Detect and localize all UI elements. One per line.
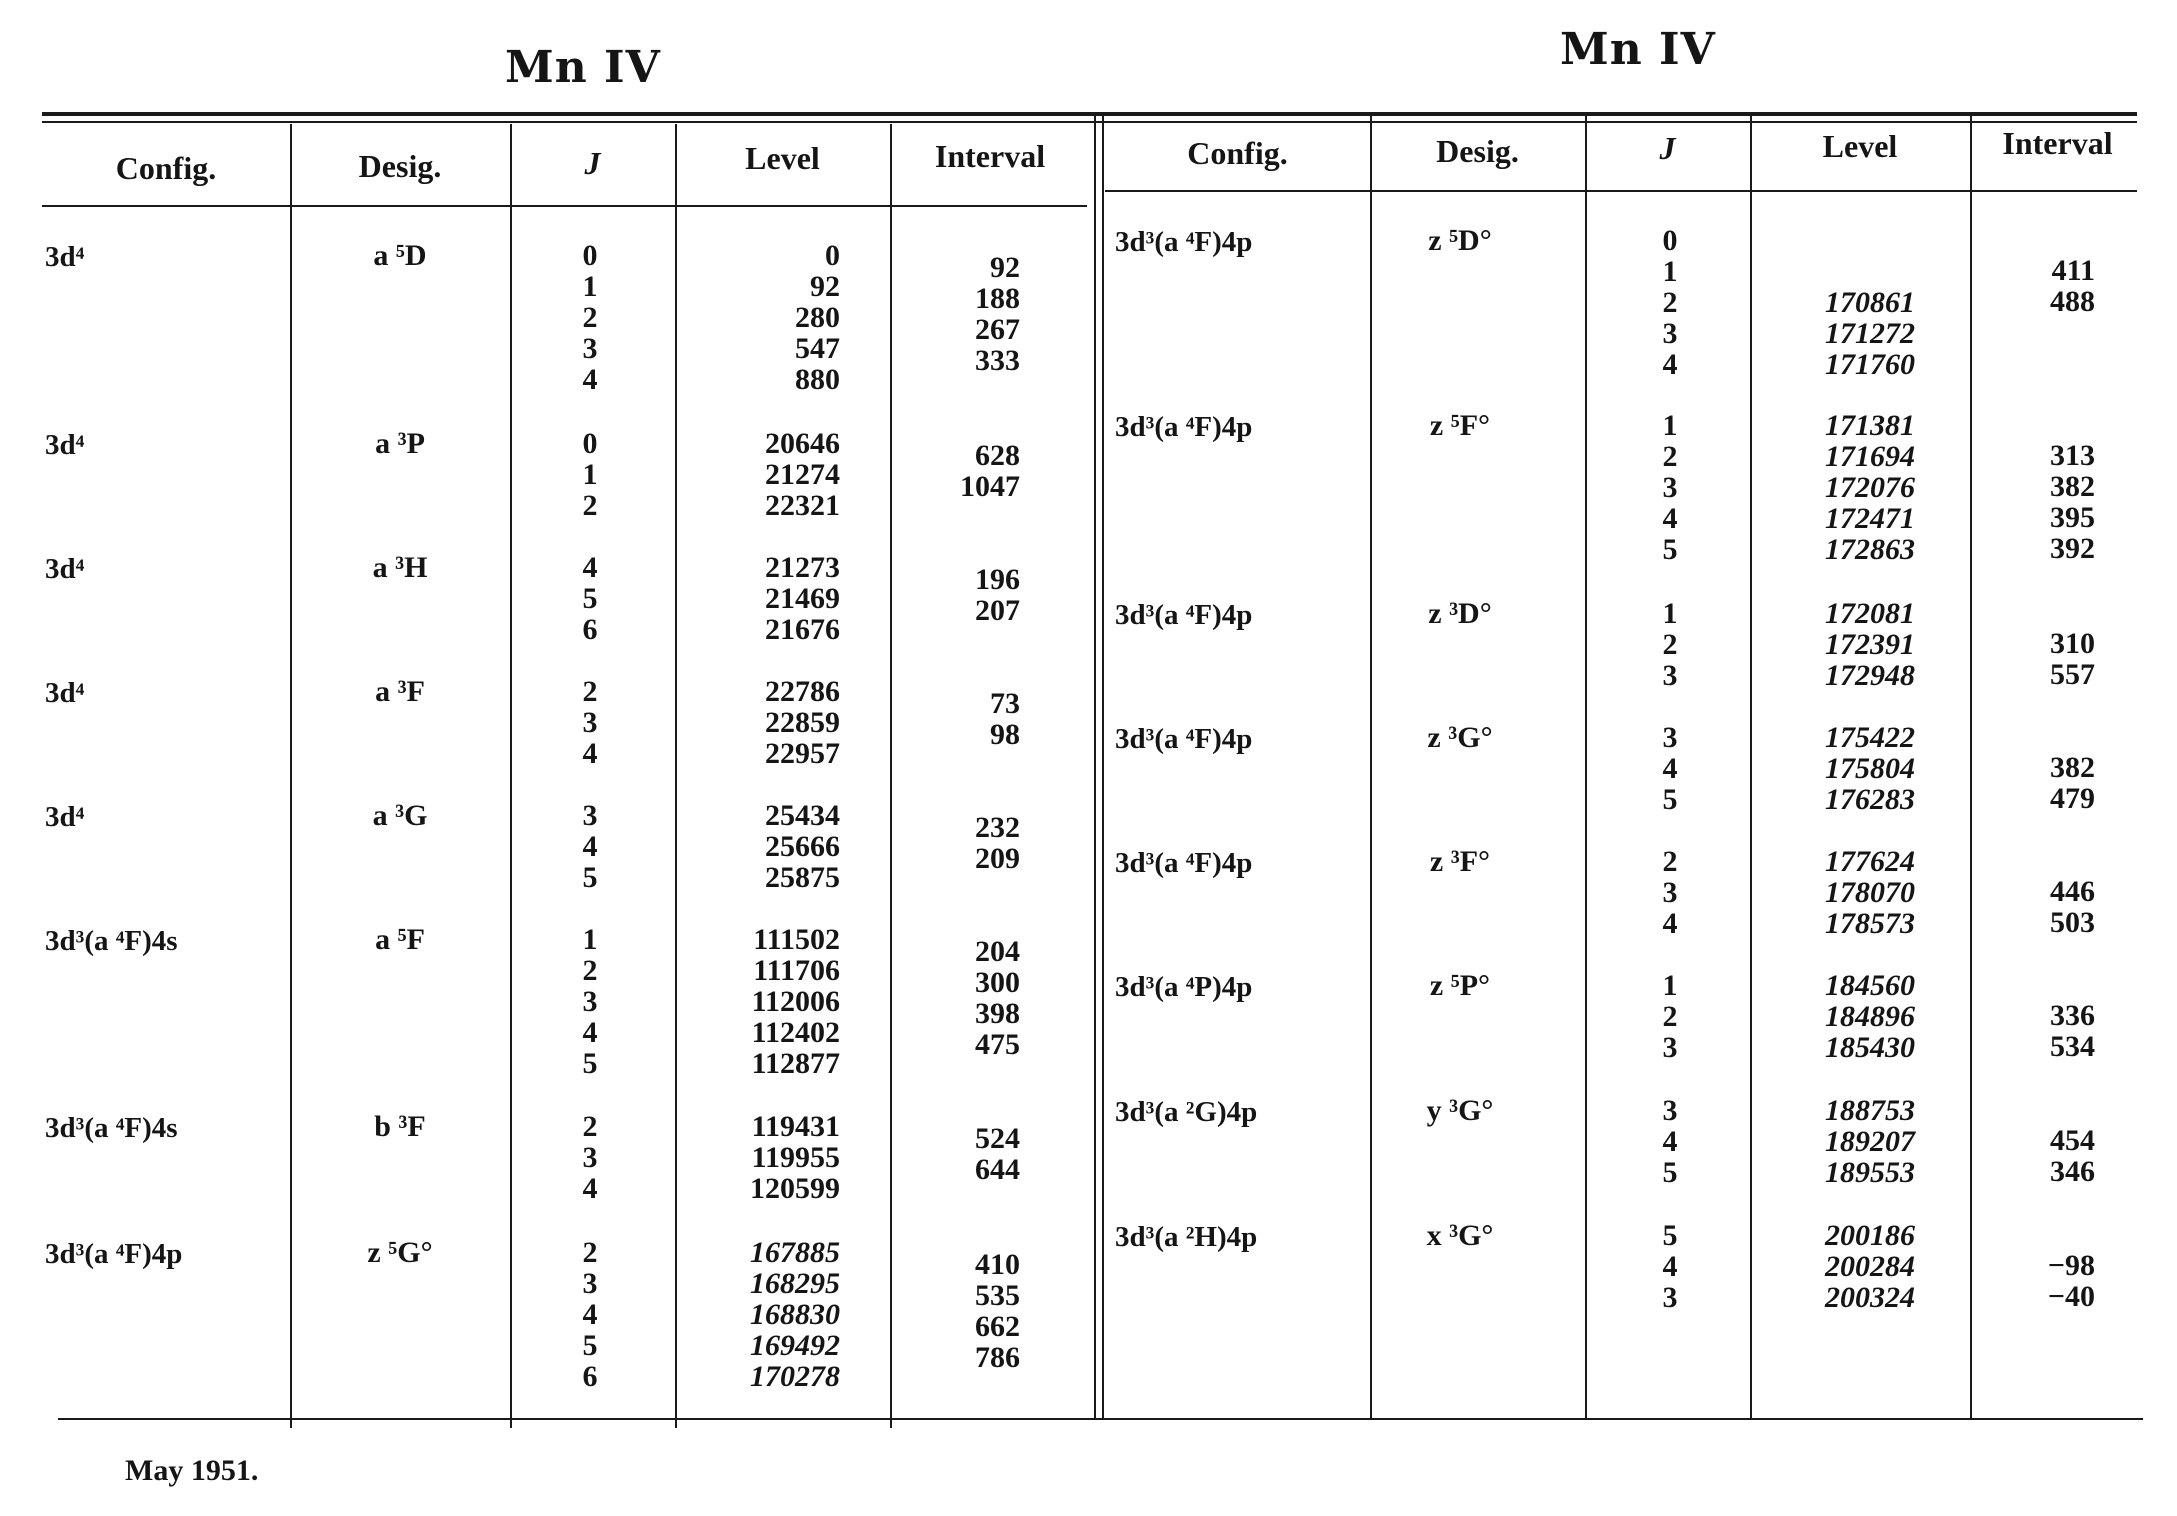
left-group-config: 3d⁴ (45, 553, 85, 585)
left-group-j-value: 5 (582, 1329, 598, 1362)
right-group-designation: z ³D° (1428, 597, 1492, 630)
right-group-designation: z ⁵F° (1429, 409, 1491, 442)
left-group-levels (680, 240, 840, 395)
left-group-intervals-value: 209 (975, 842, 1020, 875)
right-col-divider-2 (1585, 112, 1587, 1418)
left-group-j-value: 3 (582, 1141, 598, 1174)
right-group-j-value: 3 (1662, 1094, 1678, 1127)
right-group-intervals-value: 382 (2050, 751, 2095, 784)
right-group-intervals-value: 411 (2051, 254, 2095, 287)
left-group-intervals-value: 232 (975, 811, 1020, 844)
right-group-intervals-value: 488 (2050, 285, 2095, 318)
right-group-levels (1755, 970, 1915, 1063)
left-group-levels-value: 119431 (751, 1110, 840, 1143)
left-group-j-value: 6 (582, 613, 598, 646)
left-group-intervals-value: 535 (975, 1279, 1020, 1312)
right-group-j (1640, 1095, 1700, 1188)
right-group-levels-value: 171760 (1825, 348, 1915, 381)
left-group-levels (680, 800, 840, 893)
left-group-j-value: 3 (582, 332, 598, 365)
left-group-j-value: 5 (582, 861, 598, 894)
left-group-levels-value: 0 (825, 239, 840, 272)
left-group-intervals-value: 333 (975, 344, 1020, 377)
right-header-level: Level (1822, 128, 1898, 164)
left-group-intervals-value: 398 (975, 997, 1020, 1030)
left-group-levels-value: 170278 (750, 1360, 840, 1393)
right-group-levels-value: 172863 (1825, 533, 1915, 566)
left-group-designation: a ³F (375, 675, 425, 708)
left-group-config: 3d⁴ (45, 677, 85, 709)
left-table-title: Mn IV (505, 42, 661, 93)
left-group-intervals (890, 688, 1020, 750)
left-group-config: 3d³(a ⁴F)4p (45, 1238, 183, 1270)
left-group-config: 3d³(a ⁴F)4s (45, 1112, 178, 1144)
footer-date: May 1951. (125, 1454, 259, 1487)
right-group-j-value: 5 (1662, 1156, 1678, 1189)
left-group-intervals (890, 1123, 1020, 1185)
right-group-j-value: 1 (1662, 409, 1678, 442)
right-group-levels-value: 189207 (1825, 1125, 1915, 1158)
left-header-interval: Interval (934, 138, 1046, 174)
right-group-levels (1755, 410, 1915, 565)
left-group-j-value: 4 (582, 1298, 598, 1331)
left-group-levels-value: 120599 (750, 1172, 840, 1205)
right-group-j (1640, 598, 1700, 691)
left-group-levels-value: 22321 (765, 489, 840, 522)
right-col-divider-1 (1370, 112, 1372, 1418)
right-group-j-value: 3 (1662, 1031, 1678, 1064)
right-group-config: 3d³(a ⁴F)4p (1115, 599, 1253, 631)
left-group-levels-value: 112877 (751, 1047, 840, 1080)
right-header-config: Config. (1187, 135, 1288, 171)
left-group-intervals (890, 564, 1020, 626)
left-group-j-value: 6 (582, 1360, 598, 1393)
right-group-config: 3d³(a ⁴F)4p (1115, 411, 1253, 443)
left-group-j-value: 3 (582, 799, 598, 832)
left-group-levels-value: 22786 (765, 675, 840, 708)
right-group-levels-value: 170861 (1825, 286, 1915, 319)
left-group-j-value: 1 (582, 923, 598, 956)
left-group-intervals-value: 524 (975, 1122, 1020, 1155)
right-group-j-value: 1 (1662, 255, 1678, 288)
left-group-levels-value: 168830 (750, 1298, 840, 1331)
right-group-levels-value: 172081 (1825, 597, 1915, 630)
left-group-j-value: 3 (582, 706, 598, 739)
left-group-designation: a ³H (372, 551, 428, 584)
left-group-intervals-value: 207 (975, 594, 1020, 627)
right-group-j-value: 4 (1662, 348, 1678, 381)
right-group-intervals-value: 310 (2050, 627, 2095, 660)
left-group-designation: a ³G (372, 799, 428, 832)
right-group-j-value: 2 (1662, 845, 1678, 878)
right-group-intervals-value: 446 (2050, 875, 2095, 908)
left-group-levels-value: 21469 (765, 582, 840, 615)
right-group-levels-value: 189553 (1825, 1156, 1915, 1189)
right-group-j-value: 3 (1662, 317, 1678, 350)
left-group-designation: a ⁵F (375, 923, 425, 956)
right-group-j-value: 2 (1662, 286, 1678, 319)
left-group-intervals-value: 1047 (960, 470, 1020, 503)
right-group-intervals (1975, 628, 2095, 690)
right-group-j-value: 4 (1662, 502, 1678, 535)
right-group-config: 3d³(a ⁴F)4p (1115, 723, 1253, 755)
left-group-levels (680, 552, 840, 645)
left-group-j (560, 924, 620, 1079)
right-group-config: 3d³(a ⁴P)4p (1115, 971, 1253, 1003)
right-group-levels-value: 172391 (1825, 628, 1915, 661)
right-group-designation: z ³G° (1427, 721, 1493, 754)
right-group-levels-value: 178573 (1825, 907, 1915, 940)
right-header-j: J (1659, 130, 1676, 166)
right-table-title: Mn IV (1560, 24, 1716, 75)
left-header-desig: Desig. (358, 148, 442, 184)
left-group-j-value: 4 (582, 551, 598, 584)
left-group-config: 3d⁴ (45, 241, 85, 273)
left-group-intervals-value: 92 (990, 251, 1020, 284)
right-group-j (1640, 410, 1700, 565)
right-group-intervals (1975, 255, 2095, 317)
left-group-intervals-value: 188 (975, 282, 1020, 315)
right-group-levels-value: 188753 (1825, 1094, 1915, 1127)
left-group-intervals-value: 644 (975, 1153, 1020, 1186)
left-header-rule (42, 205, 1087, 207)
left-group-levels (680, 676, 840, 769)
right-group-j-value: 3 (1662, 471, 1678, 504)
right-group-j-value: 5 (1662, 533, 1678, 566)
left-group-j-value: 0 (582, 239, 598, 272)
left-group-j-value: 2 (582, 675, 598, 708)
right-group-j-value: 3 (1662, 1281, 1678, 1314)
left-header-config: Config. (115, 150, 217, 186)
right-group-levels-value: 200186 (1825, 1219, 1915, 1252)
left-group-levels-value: 111706 (753, 954, 840, 987)
left-group-j-value: 3 (582, 1267, 598, 1300)
right-group-j (1640, 970, 1700, 1063)
right-group-levels-value: 171272 (1825, 317, 1915, 350)
left-group-levels-value: 21274 (765, 458, 840, 491)
left-group-j-value: 4 (582, 1016, 598, 1049)
right-group-levels-value: 175422 (1825, 721, 1915, 754)
right-group-levels (1755, 722, 1915, 815)
left-group-levels-value: 112006 (751, 985, 840, 1018)
right-group-intervals-value: −98 (2047, 1249, 2095, 1282)
left-group-j (560, 240, 620, 395)
right-group-intervals (1975, 1250, 2095, 1312)
left-group-levels-value: 20646 (765, 427, 840, 460)
right-group-intervals (1975, 876, 2095, 938)
right-group-intervals-value: −40 (2047, 1280, 2095, 1313)
left-group-levels-value: 111502 (753, 923, 840, 956)
left-group-j-value: 3 (582, 985, 598, 1018)
right-group-levels-value: 171381 (1825, 409, 1915, 442)
left-group-designation: a ⁵D (373, 239, 427, 272)
left-group-j-value: 1 (582, 270, 598, 303)
right-group-designation: z ⁵D° (1428, 224, 1492, 257)
right-group-intervals (1975, 440, 2095, 564)
right-col-divider-3 (1750, 112, 1752, 1418)
left-group-j-value: 2 (582, 489, 598, 522)
left-group-intervals (890, 440, 1020, 502)
right-group-j-value: 0 (1662, 224, 1678, 257)
right-group-levels-value: 172076 (1825, 471, 1915, 504)
left-group-levels-value: 119955 (751, 1141, 840, 1174)
right-group-j-value: 1 (1662, 597, 1678, 630)
left-group-intervals (890, 252, 1020, 376)
left-group-j-value: 2 (582, 1110, 598, 1143)
right-group-levels-value: 176283 (1825, 783, 1915, 816)
left-col-divider-3 (675, 124, 677, 1428)
left-group-j-value: 4 (582, 830, 598, 863)
right-group-j (1640, 722, 1700, 815)
left-group-j-value: 5 (582, 582, 598, 615)
left-group-j-value: 2 (582, 954, 598, 987)
left-group-levels (680, 1237, 840, 1392)
left-group-j (560, 1111, 620, 1204)
left-group-levels-value: 25434 (765, 799, 840, 832)
left-group-levels-value: 21676 (765, 613, 840, 646)
left-group-levels-value: 22859 (765, 706, 840, 739)
left-group-levels-value: 280 (795, 301, 840, 334)
right-group-j-value: 1 (1662, 969, 1678, 1002)
left-header-level: Level (745, 140, 820, 176)
left-group-config: 3d⁴ (45, 429, 85, 461)
right-group-intervals-value: 382 (2050, 470, 2095, 503)
right-group-j-value: 2 (1662, 440, 1678, 473)
left-group-levels (680, 1111, 840, 1204)
left-group-j-value: 5 (582, 1047, 598, 1080)
right-group-intervals-value: 336 (2050, 999, 2095, 1032)
right-group-levels-value: 177624 (1825, 845, 1915, 878)
left-group-levels-value: 22957 (765, 737, 840, 770)
left-col-divider-2 (510, 124, 512, 1428)
right-group-intervals (1975, 1125, 2095, 1187)
bottom-rule (58, 1418, 2143, 1420)
right-group-j-value: 5 (1662, 783, 1678, 816)
right-group-designation: x ³G° (1426, 1219, 1494, 1252)
left-group-intervals (890, 936, 1020, 1060)
right-group-levels-value: 172471 (1825, 502, 1915, 535)
right-group-levels-value: 200324 (1825, 1281, 1915, 1314)
right-group-config: 3d³(a ⁴F)4p (1115, 226, 1253, 258)
right-group-config: 3d³(a ²G)4p (1115, 1096, 1258, 1128)
right-group-levels-value: 171694 (1825, 440, 1915, 473)
right-group-intervals-value: 346 (2050, 1155, 2095, 1188)
left-group-levels-value: 25666 (765, 830, 840, 863)
right-header-interval: Interval (2002, 125, 2113, 161)
right-group-levels-value: 185430 (1825, 1031, 1915, 1064)
right-group-levels-value: 200284 (1825, 1250, 1915, 1283)
left-group-intervals-value: 196 (975, 563, 1020, 596)
right-group-intervals-value: 479 (2050, 782, 2095, 815)
right-group-levels-value: 172948 (1825, 659, 1915, 692)
right-group-j-value: 3 (1662, 659, 1678, 692)
right-group-j-value: 3 (1662, 721, 1678, 754)
right-group-intervals-value: 503 (2050, 906, 2095, 939)
right-group-j (1640, 1220, 1700, 1313)
right-group-j-value: 5 (1662, 1219, 1678, 1252)
left-group-j (560, 1237, 620, 1392)
right-group-levels (1755, 225, 1915, 380)
right-header-desig: Desig. (1436, 133, 1519, 169)
left-group-intervals (890, 812, 1020, 874)
right-group-j-value: 4 (1662, 1250, 1678, 1283)
right-group-intervals-value: 395 (2050, 501, 2095, 534)
right-group-config: 3d³(a ⁴F)4p (1115, 847, 1253, 879)
right-header-rule (1105, 190, 2137, 192)
right-group-j-value: 4 (1662, 1125, 1678, 1158)
left-group-intervals-value: 475 (975, 1028, 1020, 1061)
right-group-j-value: 3 (1662, 876, 1678, 909)
left-group-intervals-value: 786 (975, 1341, 1020, 1374)
right-group-j (1640, 225, 1700, 380)
right-col-divider-4 (1970, 112, 1972, 1418)
right-group-levels-value: 184560 (1825, 969, 1915, 1002)
right-group-levels-value: 184896 (1825, 1000, 1915, 1033)
left-group-j-value: 4 (582, 737, 598, 770)
right-group-intervals-value: 534 (2050, 1030, 2095, 1063)
left-group-levels-value: 547 (795, 332, 840, 365)
right-group-levels-value: 175804 (1825, 752, 1915, 785)
left-group-j (560, 552, 620, 645)
left-group-intervals-value: 662 (975, 1310, 1020, 1343)
left-group-j-value: 4 (582, 1172, 598, 1205)
right-group-intervals-value: 392 (2050, 532, 2095, 565)
right-group-j-value: 4 (1662, 907, 1678, 940)
left-group-j-value: 1 (582, 458, 598, 491)
left-group-designation: a ³P (375, 427, 425, 460)
right-group-intervals (1975, 1000, 2095, 1062)
left-group-config: 3d³(a ⁴F)4s (45, 925, 178, 957)
center-divider-b (1102, 112, 1104, 1418)
right-group-config: 3d³(a ²H)4p (1115, 1221, 1258, 1253)
left-group-j-value: 0 (582, 427, 598, 460)
left-group-levels-value: 167885 (750, 1236, 840, 1269)
right-group-intervals-value: 454 (2050, 1124, 2095, 1157)
right-group-j (1640, 846, 1700, 939)
left-group-levels-value: 21273 (765, 551, 840, 584)
right-group-designation: z ³F° (1429, 845, 1491, 878)
right-group-j-value: 4 (1662, 752, 1678, 785)
left-group-j (560, 800, 620, 893)
right-group-intervals (1975, 752, 2095, 814)
right-group-levels (1755, 598, 1915, 691)
right-group-levels-value: 178070 (1825, 876, 1915, 909)
left-group-levels (680, 924, 840, 1079)
top-rule-outer (42, 112, 2137, 116)
left-group-levels-value: 168295 (750, 1267, 840, 1300)
left-group-designation: z ⁵G° (367, 1236, 433, 1269)
left-group-j (560, 428, 620, 521)
left-group-levels-value: 880 (795, 363, 840, 396)
left-group-intervals-value: 410 (975, 1248, 1020, 1281)
right-group-j-value: 2 (1662, 1000, 1678, 1033)
right-group-levels (1755, 1220, 1915, 1313)
left-group-intervals (890, 1249, 1020, 1373)
left-group-intervals-value: 73 (990, 687, 1020, 720)
left-group-levels-value: 112402 (751, 1016, 840, 1049)
left-col-divider-1 (290, 124, 292, 1428)
top-rule-inner (42, 121, 2137, 123)
left-group-levels-value: 92 (810, 270, 840, 303)
left-group-j-value: 2 (582, 301, 598, 334)
left-group-j-value: 4 (582, 363, 598, 396)
left-group-j (560, 676, 620, 769)
right-group-designation: y ³G° (1426, 1094, 1494, 1127)
right-group-levels (1755, 1095, 1915, 1188)
left-group-config: 3d⁴ (45, 801, 85, 833)
right-group-levels (1755, 846, 1915, 939)
right-group-intervals-value: 557 (2050, 658, 2095, 691)
left-group-j-value: 2 (582, 1236, 598, 1269)
center-divider-a (1094, 112, 1096, 1418)
left-group-levels (680, 428, 840, 521)
right-group-intervals-value: 313 (2050, 439, 2095, 472)
right-group-levels-value (1755, 225, 1915, 256)
left-group-intervals-value: 267 (975, 313, 1020, 346)
left-group-levels-value: 25875 (765, 861, 840, 894)
left-group-designation: b ³F (374, 1110, 426, 1143)
left-group-levels-value: 169492 (750, 1329, 840, 1362)
left-group-intervals-value: 300 (975, 966, 1020, 999)
right-group-levels-value (1755, 256, 1915, 287)
right-group-designation: z ⁵P° (1429, 969, 1491, 1002)
left-group-intervals-value: 98 (990, 718, 1020, 751)
left-header-j: J (584, 145, 601, 181)
left-group-intervals-value: 204 (975, 935, 1020, 968)
right-group-j-value: 2 (1662, 628, 1678, 661)
left-group-intervals-value: 628 (975, 439, 1020, 472)
